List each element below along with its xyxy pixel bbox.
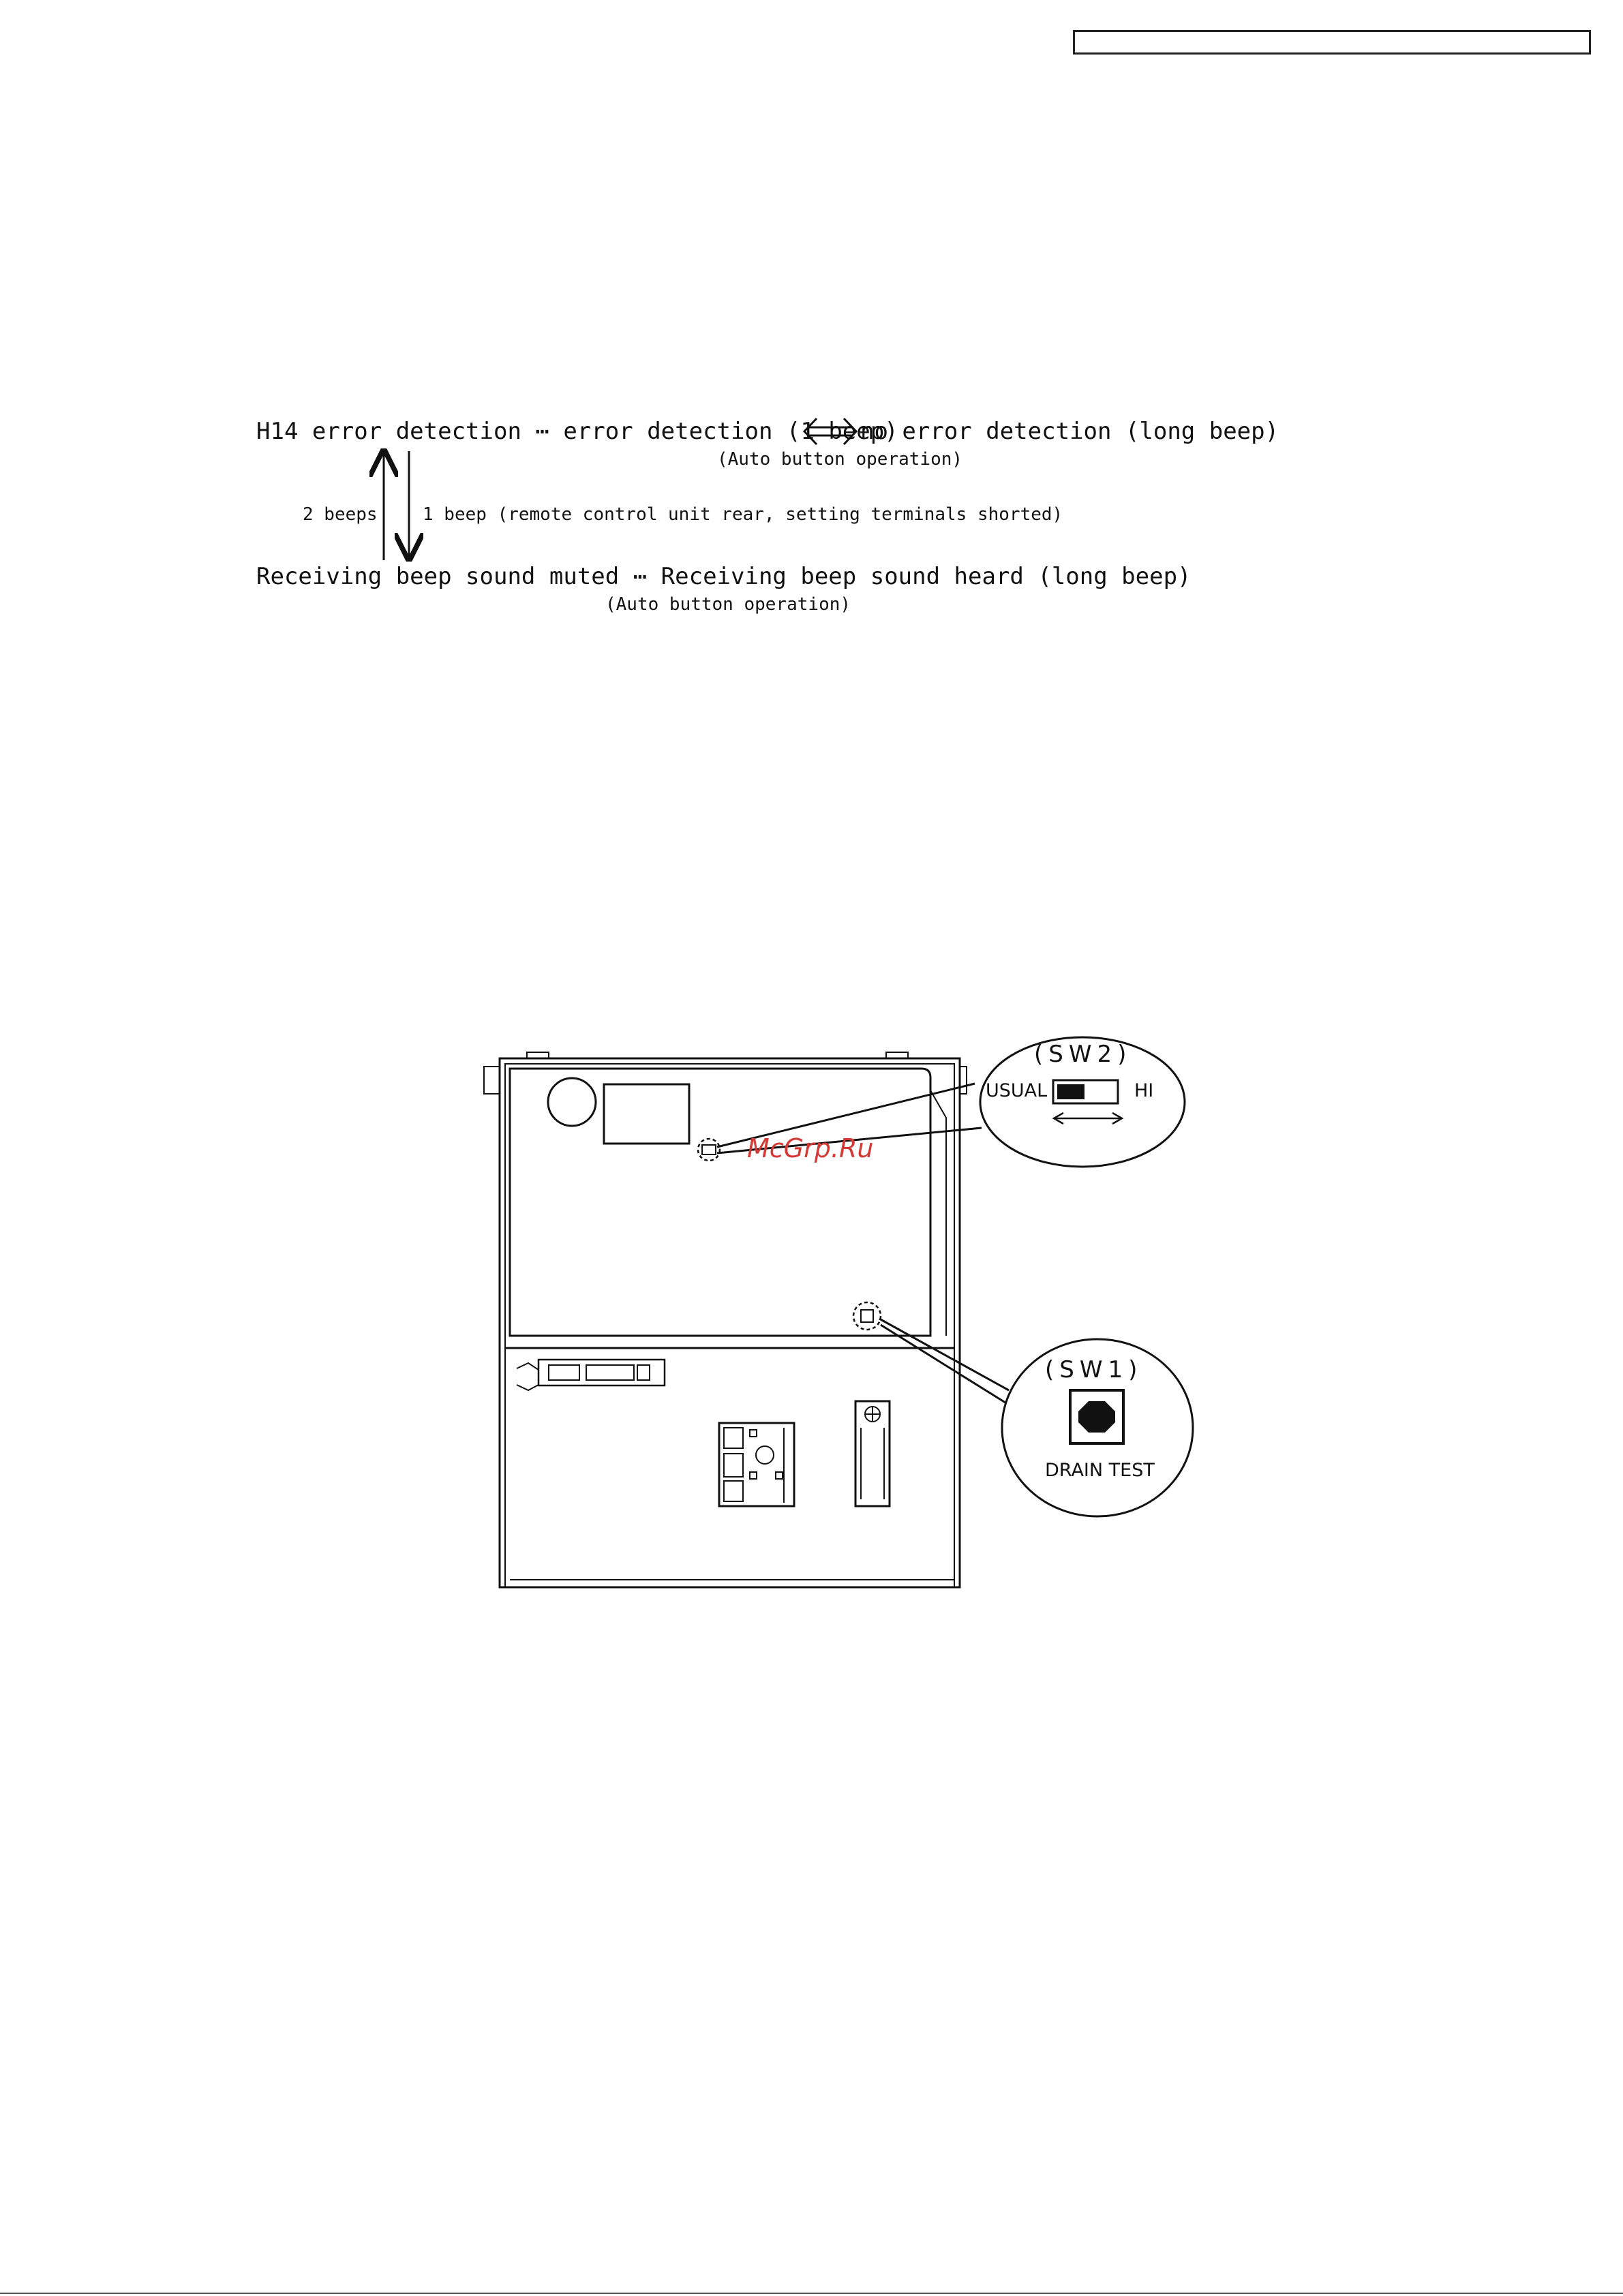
indoor-unit-diagram	[484, 1052, 967, 1587]
flow-heard-label: Receiving beep sound heard (long beep)	[661, 563, 1192, 590]
double-arrow-icon	[804, 418, 856, 444]
sw2-title: (SW2)	[1034, 1041, 1132, 1068]
flow-line1-subnote: (Auto button operation)	[717, 449, 963, 470]
flow-ellipsis-1: ⋯	[535, 418, 549, 445]
sw1-drain-test-label: DRAIN TEST	[1045, 1460, 1155, 1481]
flow-up-label: 2 beeps	[303, 504, 378, 525]
sw2-hi-label: HI	[1134, 1080, 1154, 1101]
footer-rule	[0, 2293, 1623, 2294]
sw1-title: (SW1)	[1045, 1356, 1143, 1383]
push-button-icon	[1070, 1390, 1123, 1443]
flow-ellipsis-2: ⋯	[633, 563, 648, 590]
flow-no-error-detection: no error detection (long beep)	[860, 418, 1279, 445]
flow-h14-label: H14 error detection	[256, 418, 521, 445]
flow-error-detection: error detection (1 beep)	[563, 418, 898, 445]
sw2-usual-label: USUAL	[986, 1080, 1048, 1101]
flow-down-label: 1 beep (remote control unit rear, setting terminals shorted)	[423, 504, 1063, 525]
flow-line2-subnote: (Auto button operation)	[605, 594, 851, 615]
watermark: McGrp.Ru	[747, 1133, 874, 1163]
flow-muted-label: Receiving beep sound muted	[256, 563, 620, 590]
